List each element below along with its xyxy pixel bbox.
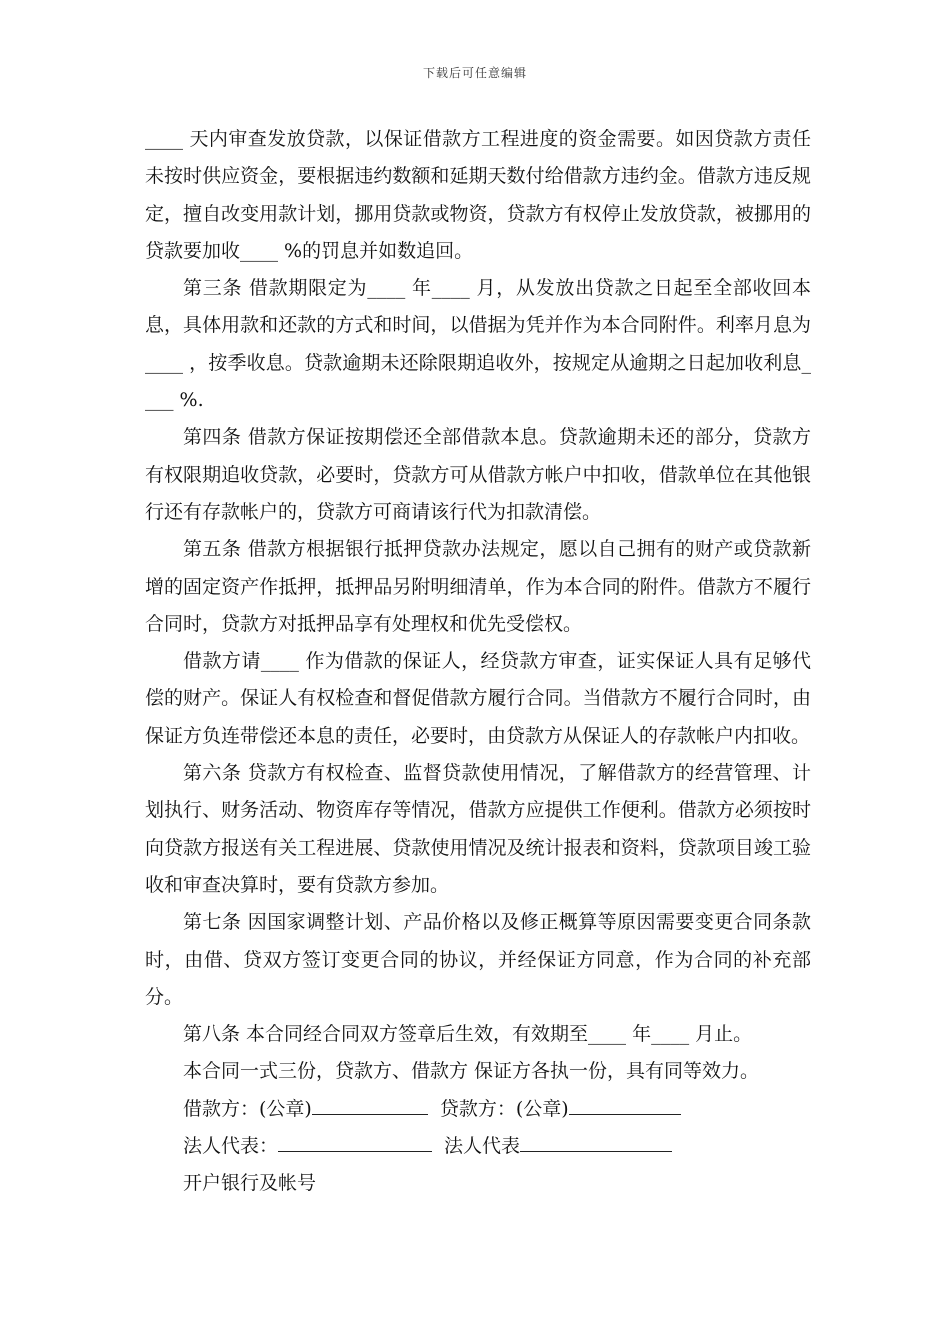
lender-seal-label: 贷款方：(公章) bbox=[439, 1097, 569, 1120]
bank-account-label: 开户银行及帐号 bbox=[183, 1172, 317, 1195]
page-header: 下载后可任意编辑 bbox=[422, 66, 527, 80]
borrower-seal-label: 借款方：(公章) bbox=[183, 1097, 312, 1120]
signature-line-representatives bbox=[145, 1128, 811, 1165]
lender-seal-blank bbox=[569, 1096, 681, 1115]
paragraph-guarantor: 借款方请____ 作为借款的保证人，经贷款方审查，证实保证人具有足够代偿的财产。保证人有权检查和督促借款方履行合同。当借款方不履行合同时，由保证方负连带偿还本息的责任，必要时，由贷款方从保证人的存款帐户内扣收。 bbox=[145, 650, 811, 747]
contract-body bbox=[145, 121, 811, 1203]
signature-line-bank bbox=[145, 1165, 811, 1202]
legal-rep-blank-lender bbox=[520, 1133, 672, 1152]
paragraph-article-4: 第四条 借款方保证按期偿还全部借款本息。贷款逾期未还的部分，贷款方有权限期追收贷款，必要时，贷款方可从借款方帐户中扣收，借款单位在其他银行还有存款帐户的，贷款方可商请该行代为扣款清偿。 bbox=[145, 426, 811, 523]
paragraph-article-8: 第八条 本合同经合同双方签章后生效，有效期至____ 年____ 月止。 bbox=[183, 1023, 753, 1046]
signature-line-parties bbox=[145, 1091, 811, 1128]
paragraph-copies: 本合同一式三份，贷款方、借款方 保证方各执一份，具有同等效力。 bbox=[183, 1060, 760, 1083]
paragraph-article-3: 第三条 借款期限定为____ 年____ 月，从发放出贷款之日起至全部收回本息，具体用款和还款的方式和时间，以借据为凭并作为本合同附件。利率月息为____ ，按季收息。贷款逾期未还除限期追收外，按规定从逾期之日起加收利息____ %. bbox=[145, 277, 811, 412]
legal-rep-label-lender: 法人代表 bbox=[444, 1135, 521, 1158]
paragraph-article-7: 第七条 因国家调整计划、产品价格以及修正概算等原因需要变更合同条款时，由借、贷双方签订变更合同的协议，并经保证方同意，作为合同的补充部分。 bbox=[145, 911, 811, 1008]
borrower-seal-blank bbox=[312, 1096, 428, 1115]
legal-rep-label-borrower: 法人代表： bbox=[183, 1135, 279, 1158]
legal-rep-blank-borrower bbox=[278, 1133, 432, 1152]
paragraph-continuation: ____ 天内审查发放贷款，以保证借款方工程进度的资金需要。如因贷款方责任未按时供应资金，要根据违约数额和延期天数付给借款方违约金。借款方违反规定，擅自改变用款计划，挪用贷款或物资，贷款方有权停止发放贷款，被挪用的贷款要加收____ %的罚息并如数追回。 bbox=[145, 128, 811, 262]
paragraph-article-6: 第六条 贷款方有权检查、监督贷款使用情况，了解借款方的经营管理、计划执行、财务活动、物资库存等情况，借款方应提供工作便利。借款方必须按时向贷款方报送有关工程进展、贷款使用情况及统计报表和资料，贷款项目竣工验收和审查决算时，要有贷款方参加。 bbox=[145, 762, 811, 896]
paragraph-article-5: 第五条 借款方根据银行抵押贷款办法规定，愿以自己拥有的财产或贷款新增的固定资产作抵押，抵押品另附明细清单，作为本合同的附件。借款方不履行合同时，贷款方对抵押品享有处理权和优先受偿权。 bbox=[145, 538, 811, 635]
